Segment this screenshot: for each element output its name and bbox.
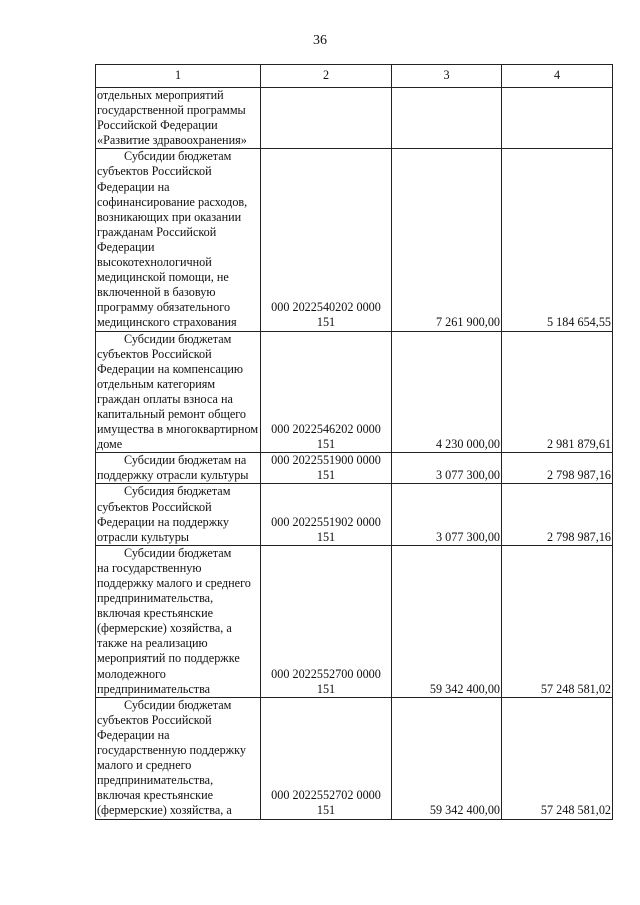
column-header-2: 2 [261,65,392,88]
row-code-cell [261,88,392,149]
column-header-4: 4 [502,65,613,88]
table-row [96,331,613,453]
row-value-3: 4 230 000,00 [392,331,502,453]
row-name-first-line: Субсидии бюджетам [124,545,232,560]
table-row [96,697,613,819]
row-value-3: 3 077 300,00 [392,453,502,484]
row-name-cell [96,331,261,453]
table-header-row [96,65,613,88]
row-value-3 [392,88,502,149]
row-name: субъектов Российской Федерации на государственную поддержку малого и среднего предпринимательства, включая крестьянские (фермерские) хозяйства, а [97,712,246,818]
row-value-3: 59 342 400,00 [392,697,502,819]
column-header-1: 1 [96,65,261,88]
row-value-3: 7 261 900,00 [392,149,502,331]
row-value-4: 5 184 654,55 [502,149,613,331]
row-code-line2: 151 [316,315,336,330]
column-header-3: 3 [392,65,502,88]
row-value-4: 57 248 581,02 [502,697,613,819]
row-name: субъектов Российской Федерации на софинансирование расходов, возникающих при оказании гражданам Российской Федерации высокотехнологичной медицинской помощи, не включенной в базовую программу обязательного медицинского страхования [97,164,248,330]
row-value-4: 2 798 987,16 [502,484,613,545]
row-value-4: 2 981 879,61 [502,331,613,453]
row-code-line1: 000 2022540202 0000 [271,300,381,315]
row-value-4 [502,88,613,149]
row-code-line2: 151 [316,529,336,544]
row-name: отдельных мероприятий государственной программы Российской Федерации «Развитие здравоохранения» [97,88,247,148]
row-value-4: 57 248 581,02 [502,545,613,697]
row-name-cell [96,697,261,819]
row-value-4: 2 798 987,16 [502,453,613,484]
table-row [96,88,613,149]
row-code-line1: 000 2022552700 0000 [271,666,381,681]
row-code-line2: 151 [316,681,336,696]
row-name: субъектов Российской Федерации на поддержку отрасли культуры [97,499,230,544]
budget-table [95,64,613,820]
row-code-line1: 000 2022546202 0000 [271,422,381,437]
row-code-line1: 000 2022551900 0000 [271,453,381,468]
row-name-first-line: Субсидии бюджетам на [124,453,247,468]
row-name: субъектов Российской Федерации на компенсацию отдельным категориям граждан оплаты взноса на капитальный ремонт общего имущества в многоквартирном доме [97,346,259,452]
row-name-cell [96,484,261,545]
row-code-line2: 151 [316,803,336,818]
table-row [96,453,613,484]
row-code-cell [261,149,392,331]
row-name-first-line: Субсидии бюджетам [124,331,232,346]
row-name-first-line: Субсидия бюджетам [124,484,231,499]
row-code-line1: 000 2022552702 0000 [271,788,381,803]
page-number: 36 [313,33,327,48]
table-row [96,149,613,331]
table-row [96,484,613,545]
row-code-line1: 000 2022551902 0000 [271,514,381,529]
row-name-cell [96,149,261,331]
row-name-first-line: Субсидии бюджетам [124,149,232,164]
row-name-cell [96,545,261,697]
row-code-cell [261,331,392,453]
row-code-cell [261,545,392,697]
row-name: на государственную поддержку малого и среднего предпринимательства, включая крестьянские (фермерские) хозяйства, а также на реализацию мероприятий по поддержке молодежного предпринимательства [97,560,251,696]
row-code-cell [261,453,392,484]
row-code-cell [261,697,392,819]
row-name: поддержку отрасли культуры [97,468,249,483]
row-value-3: 3 077 300,00 [392,484,502,545]
row-name-first-line: Субсидии бюджетам [124,697,232,712]
row-name-cell [96,88,261,149]
row-code-cell [261,484,392,545]
row-name-cell [96,453,261,484]
row-code-line2: 151 [316,437,336,452]
table-row [96,545,613,697]
row-value-3: 59 342 400,00 [392,545,502,697]
row-code-line2: 151 [316,468,336,483]
